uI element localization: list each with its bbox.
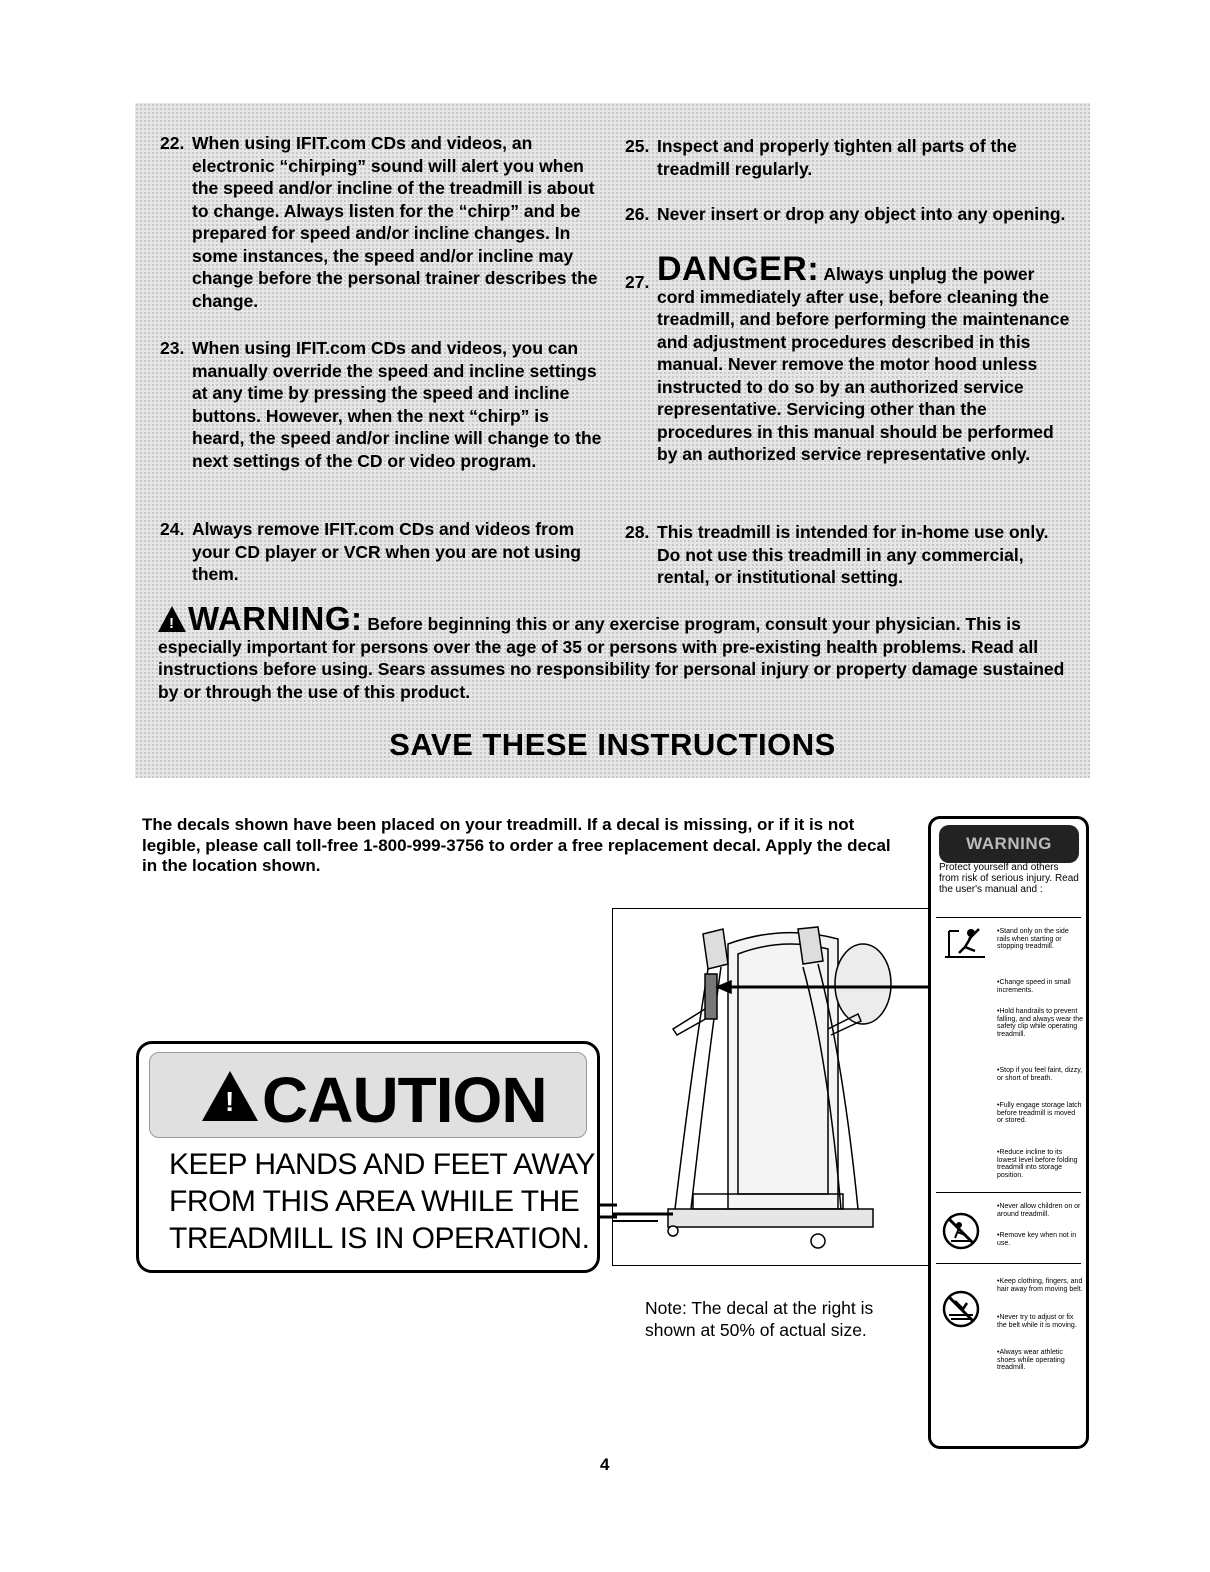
caution-decal bbox=[136, 1041, 600, 1273]
instruction-text: Always remove IFIT.com CDs and videos from your CD player or VCR when you are not using them. bbox=[192, 519, 581, 584]
instruction-24 bbox=[160, 518, 605, 586]
treadmill-illustration bbox=[612, 908, 936, 1266]
decal-item: •Remove key when not in use. bbox=[997, 1232, 1077, 1247]
caution-text: KEEP HANDS AND FEET AWAY FROM THIS AREA WHILE THE TREADMILL IS IN OPERATION. bbox=[169, 1148, 595, 1255]
decals-intro-paragraph: The decals shown have been placed on your treadmill. If a decal is missing, or if it is not legible, please call toll-free 1-800-999-3756 to order a free replacement decal. Apply the decal in the location shown. bbox=[142, 815, 891, 875]
divider bbox=[936, 917, 1081, 918]
instruction-25 bbox=[625, 135, 1070, 180]
warning-label: WARNING: bbox=[188, 600, 363, 637]
decal-size-note: Note: The decal at the right is shown at 50% of actual size. bbox=[645, 1298, 874, 1340]
decal-item: •Never try to adjust or fix the belt while it is moving. bbox=[997, 1314, 1077, 1329]
decal-item: •Stop if you feel faint, dizzy, or short of breath. bbox=[997, 1067, 1083, 1082]
instruction-number: 23. bbox=[160, 338, 185, 358]
caution-header bbox=[149, 1052, 587, 1138]
instruction-text: When using IFIT.com CDs and videos, an electronic “chirping” sound will alert you when the speed and/or incline of the treadmill is about to change. Always listen for the “chirp” and be prepared for speed and/or incline changes. In some instances, the speed and/or incline may change before the personal trainer describes the change. bbox=[192, 133, 598, 311]
instruction-27-danger bbox=[625, 250, 1070, 466]
warning-triangle-icon bbox=[158, 606, 186, 632]
instruction-text: When using IFIT.com CDs and videos, you can manually override the speed and incline settings at any time by pressing the speed and incline buttons. However, when the next “chirp” is heard, the speed and/or incline will change to the next settings of the CD or video program. bbox=[192, 338, 602, 471]
page-number: 4 bbox=[600, 1455, 610, 1474]
instruction-number: 24. bbox=[160, 519, 185, 539]
instruction-text: This treadmill is intended for in-home use only. Do not use this treadmill in any commercial, rental, or institutional setting. bbox=[657, 522, 1049, 587]
divider bbox=[936, 1263, 1081, 1264]
warning-decal bbox=[928, 816, 1089, 1449]
decal-intro: Protect yourself and others from risk of serious injury. Read the user's manual and : bbox=[939, 862, 1079, 895]
moving-belt-hazard-icon bbox=[941, 1289, 981, 1329]
instruction-28 bbox=[625, 521, 1070, 589]
decal-item: •Hold handrails to prevent falling, and always wear the safety clip while operating treadmill. bbox=[997, 1008, 1083, 1038]
instruction-22 bbox=[160, 132, 605, 312]
caution-triangle-icon bbox=[202, 1071, 258, 1121]
decal-item: •Keep clothing, fingers, and hair away from moving belt. bbox=[997, 1278, 1083, 1293]
instruction-number: 26. bbox=[625, 204, 650, 224]
instruction-number: 25. bbox=[625, 136, 650, 156]
decal-item: •Never allow children on or around treadmill. bbox=[997, 1203, 1081, 1218]
danger-label: DANGER: bbox=[657, 250, 820, 288]
decal-item: •Always wear athletic shoes while operating treadmill. bbox=[997, 1349, 1065, 1372]
instruction-number: 27. bbox=[625, 272, 650, 292]
instruction-text: Never insert or drop any object into any opening. bbox=[657, 204, 1066, 224]
decal-title: WARNING bbox=[966, 834, 1052, 853]
decal-header bbox=[939, 825, 1079, 863]
no-children-icon bbox=[941, 1211, 981, 1251]
caution-label: CAUTION bbox=[262, 1064, 547, 1136]
instruction-number: 22. bbox=[160, 133, 185, 153]
instruction-text: Always unplug the power cord immediately after use, before cleaning the treadmill, and before performing the maintenance and adjustment procedures described in this manual. Never remove the motor hood unless instructed to do so by an authorized service representative. Servicing other than the procedures in this manual should be performed by an authorized service representative only. bbox=[657, 264, 1070, 464]
warning-paragraph bbox=[158, 600, 1073, 703]
decal-item: •Change speed in small increments. bbox=[997, 979, 1071, 994]
decal-item: •Reduce incline to its lowest level before folding treadmill into storage position. bbox=[997, 1149, 1078, 1179]
save-instructions-heading: SAVE THESE INSTRUCTIONS bbox=[389, 727, 836, 762]
instruction-number: 28. bbox=[625, 522, 650, 542]
decal-item: •Fully engage storage latch before treadmill is moved or stored. bbox=[997, 1102, 1082, 1125]
divider bbox=[936, 1192, 1081, 1193]
person-on-rails-icon bbox=[941, 925, 989, 961]
warning-text: Before beginning this or any exercise program, consult your physician. This is especially important for persons over the age of 35 or persons with pre-existing health problems. Read all instructions before using. Sears assumes no responsibility for personal injury or property damage sustained by or through the use of this product. bbox=[158, 614, 1065, 702]
treadmill-drawing bbox=[613, 909, 935, 1265]
instruction-23 bbox=[160, 337, 605, 472]
instruction-text: Inspect and properly tighten all parts of the treadmill regularly. bbox=[657, 136, 1017, 179]
decal-item: •Stand only on the side rails when starting or stopping treadmill. bbox=[997, 928, 1069, 951]
instruction-26 bbox=[625, 203, 1070, 226]
